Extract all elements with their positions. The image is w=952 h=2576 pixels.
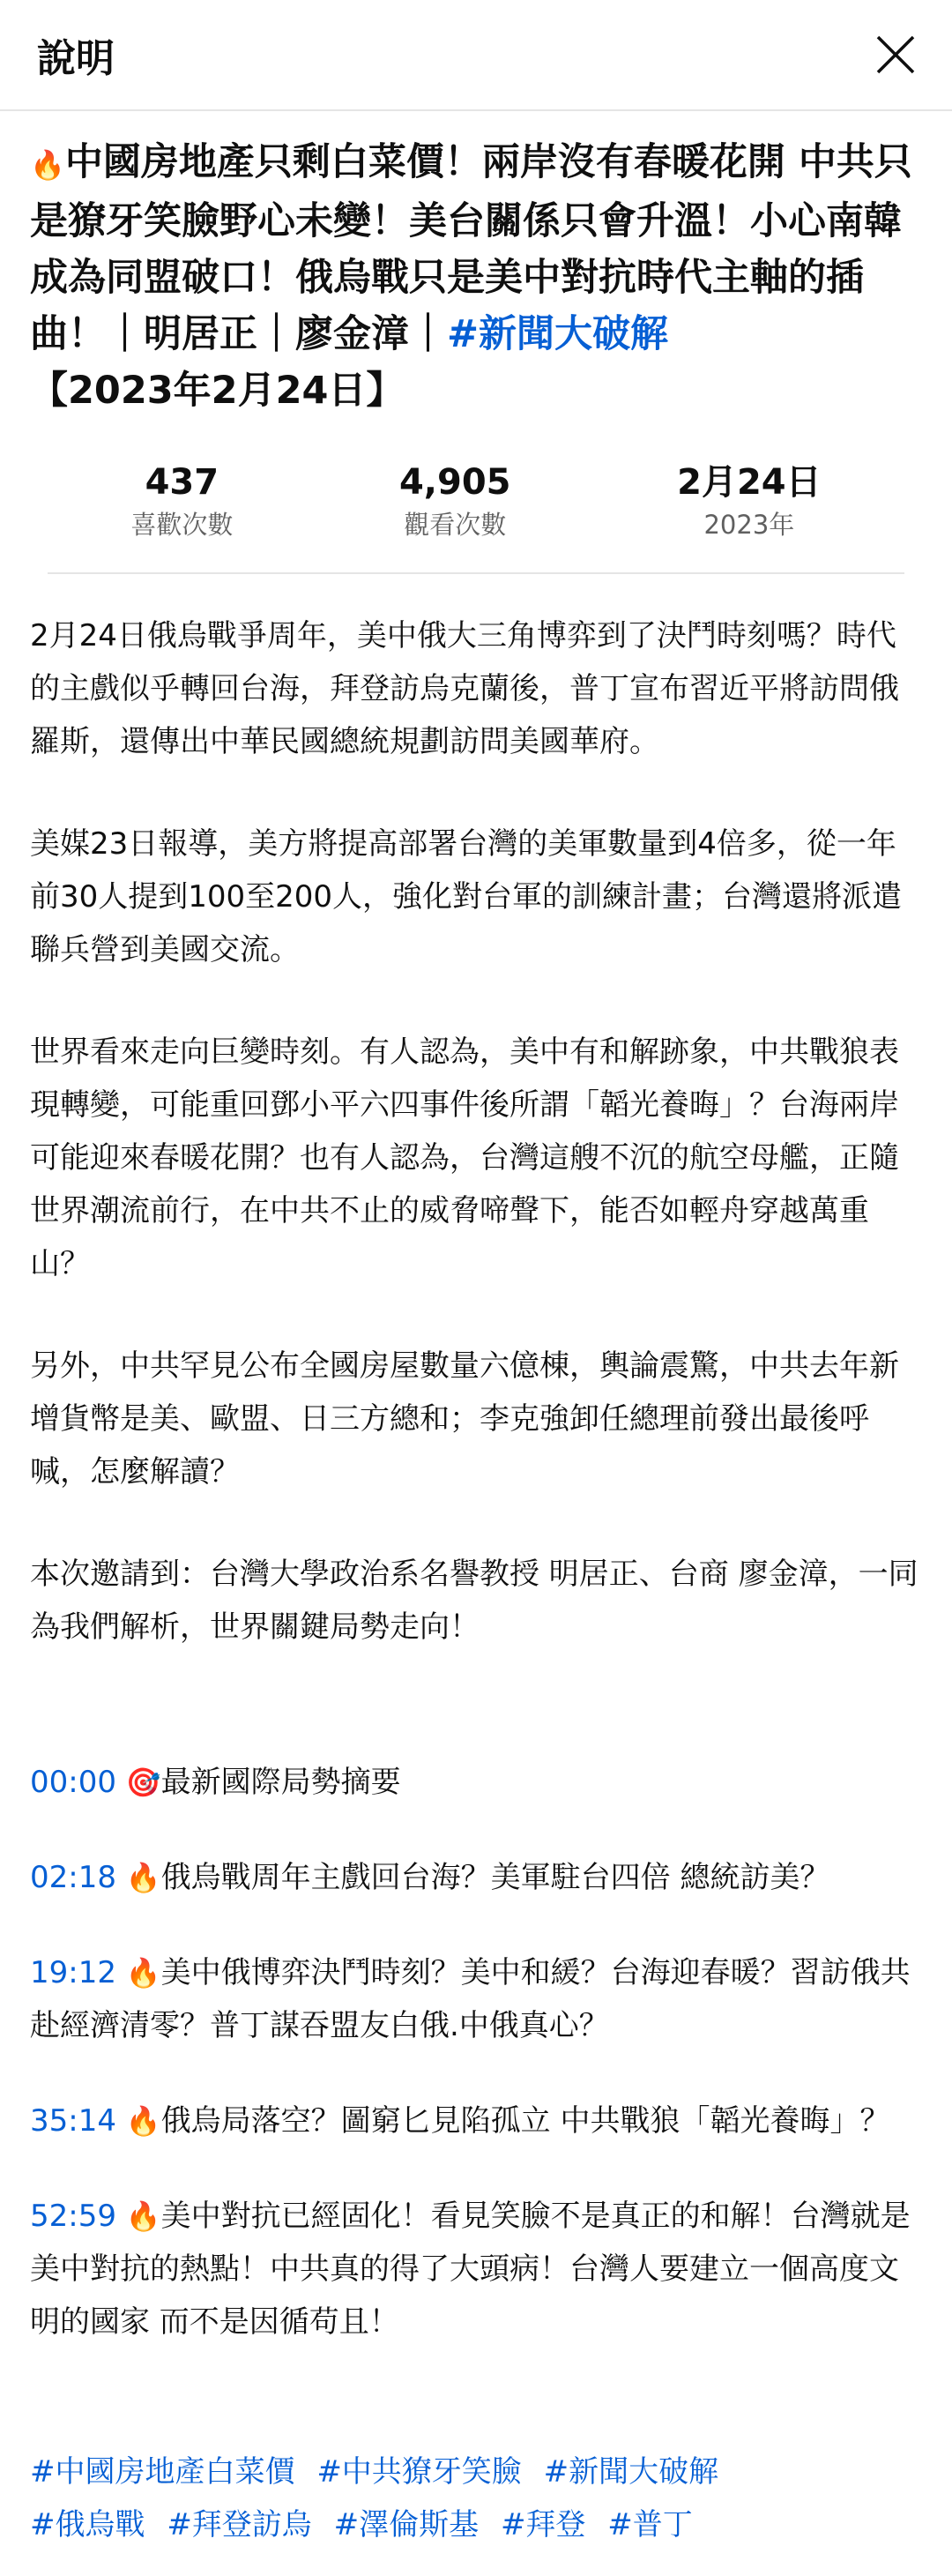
views-stat xyxy=(399,459,511,542)
page-title: 說明 xyxy=(37,36,115,81)
description-paragraph: 本次邀請到：台灣大學政治系名譽教授 明居正、台商 廖金漳，一同為我們解析，世界關鍵局勢走向！ xyxy=(30,1557,919,1645)
description-paragraph: 世界看來走向巨變時刻。有人認為，美中有和解跡象，中共戰狼表現轉變，可能重回鄧小平六四事件後所謂「韜光養晦」？台海兩岸可能迎來春暖花開？也有人認為，台灣這艘不沉的航空母艦，正隨世界潮流前行，在中共不止的威脅啼聲下，能否如輕舟穿越萬重山？ xyxy=(30,1034,899,1281)
date-stat xyxy=(677,459,822,542)
chapter-item xyxy=(30,1946,922,2052)
publish-date: 2月24日 xyxy=(677,462,822,503)
target-icon: 🎯 xyxy=(125,1766,161,1799)
hashtag-link[interactable]: #拜登 xyxy=(500,2507,586,2542)
hashtag-link[interactable]: #普丁 xyxy=(607,2507,693,2542)
likes-count: 437 xyxy=(145,462,219,503)
likes-label: 喜歡次數 xyxy=(130,510,234,540)
video-title-date: 【2023年2月24日】 xyxy=(30,369,405,413)
chapter-item xyxy=(30,2094,922,2147)
chapter-timestamp-link[interactable]: 02:18 xyxy=(30,1860,116,1895)
chapter-item xyxy=(30,1851,922,1904)
video-title-text: 中國房地產只剩白菜價！兩岸沒有春暖花開 中共只是獠牙笑臉野心未變！美台關係只會升溫！小心南韓成為同盟破口！俄烏戰只是美中對抗時代主軸的插曲！｜明居正｜廖金漳｜ xyxy=(30,140,912,356)
description-content xyxy=(0,134,952,2551)
hashtag-link[interactable]: #新聞大破解 xyxy=(543,2454,719,2490)
chapter-text: 美中對抗已經固化！看見笑臉不是真正的和解！台灣就是美中對抗的熱點！中共真的得了大頭病！台灣人要建立一個高度文明的國家 而不是因循苟且！ xyxy=(30,2199,911,2340)
hashtag-link[interactable]: #俄烏戰 xyxy=(30,2507,145,2542)
publish-year: 2023年 xyxy=(703,510,795,540)
fire-icon: 🔥 xyxy=(30,148,65,182)
likes-stat xyxy=(130,459,233,542)
views-count: 4,905 xyxy=(398,462,511,503)
video-title xyxy=(30,134,922,419)
chapter-timestamp-link[interactable]: 19:12 xyxy=(30,1955,116,1990)
chapter-item xyxy=(30,1756,922,1809)
description-paragraph: 2月24日俄烏戰爭周年，美中俄大三角博弈到了決鬥時刻嗎？時代的主戲似乎轉回台海，拜登訪烏克蘭後，普丁宣布習近平將訪問俄羅斯，還傳出中華民國總統規劃訪問美國華府。 xyxy=(30,618,899,759)
chapter-timestamp-link[interactable]: 52:59 xyxy=(30,2199,116,2234)
views-label: 觀看次數 xyxy=(404,510,507,540)
description-body xyxy=(30,609,922,2551)
title-hashtag-link[interactable]: #新聞大破解 xyxy=(447,312,669,356)
chapter-timestamp-link[interactable]: 00:00 xyxy=(30,1765,116,1800)
chapter-text: 最新國際局勢摘要 xyxy=(160,1765,401,1800)
hashtag-list xyxy=(30,2445,922,2551)
hashtag-link[interactable]: #中共獠牙笑臉 xyxy=(316,2454,522,2490)
description-header xyxy=(0,0,952,111)
description-paragraph: 另外，中共罕見公布全國房屋數量六億棟，輿論震驚，中共去年新增貨幣是美、歐盟、日三方總和；李克強卸任總理前發出最後呼喊，怎麼解讀？ xyxy=(30,1348,899,1490)
fire-icon: 🔥 xyxy=(125,2104,161,2138)
fire-icon: 🔥 xyxy=(125,1861,161,1894)
chapter-timestamp-link[interactable]: 35:14 xyxy=(30,2103,116,2139)
close-button[interactable] xyxy=(869,28,922,81)
fire-icon: 🔥 xyxy=(125,2199,161,2233)
chapter-text: 俄烏局落空？圖窮匕見陷孤立 中共戰狼「韜光養晦」？ xyxy=(160,2103,890,2139)
close-icon xyxy=(875,34,916,75)
chapter-text: 美中俄博弈決鬥時刻？美中和緩？台海迎春暖？習訪俄共赴經濟清零？普丁謀吞盟友白俄.中俄真心？ xyxy=(30,1955,911,2043)
hashtag-link[interactable]: #拜登訪烏 xyxy=(167,2507,312,2542)
chapter-item xyxy=(30,2190,922,2348)
video-stats xyxy=(48,459,904,574)
chapter-text: 俄烏戰周年主戲回台海？美軍駐台四倍 總統訪美？ xyxy=(160,1860,830,1895)
fire-icon: 🔥 xyxy=(125,1956,161,1990)
description-paragraph: 美媒23日報導，美方將提高部署台灣的美軍數量到4倍多，從一年前30人提到100至200人，強化對台軍的訓練計畫；台灣還將派遣聯兵營到美國交流。 xyxy=(30,826,903,967)
hashtag-link[interactable]: #中國房地產白菜價 xyxy=(30,2454,295,2490)
hashtag-link[interactable]: #澤倫斯基 xyxy=(333,2507,480,2542)
